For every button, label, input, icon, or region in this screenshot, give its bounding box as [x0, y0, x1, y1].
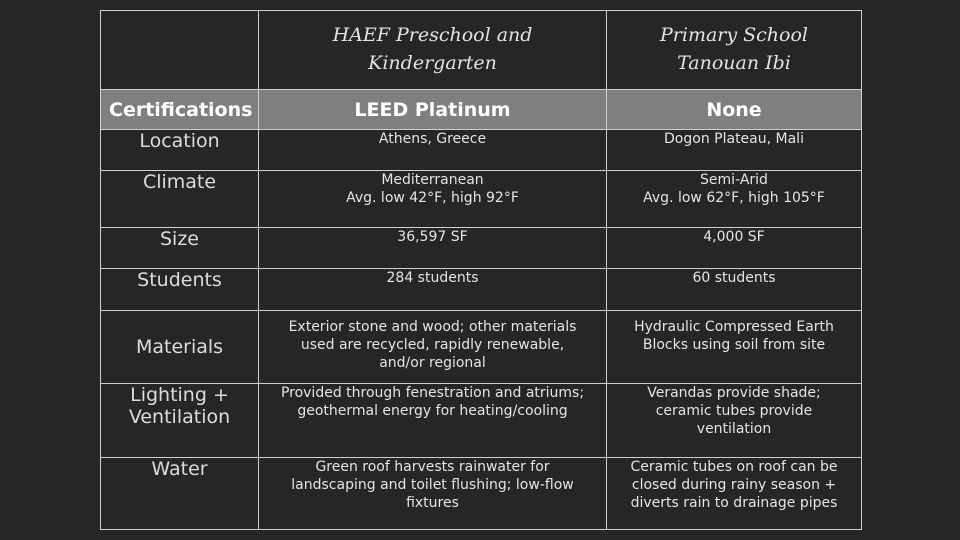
comparison-table	[100, 10, 862, 530]
water-school-a-line3: fixtures	[406, 495, 459, 511]
lighting-school-b	[607, 384, 862, 458]
climate-label: Climate	[101, 171, 259, 228]
lighting-label-line2: Ventilation	[128, 406, 231, 428]
water-label: Water	[101, 458, 259, 530]
water-school-b-line3: diverts rain to drainage pipes	[630, 495, 838, 511]
water-school-a-line2: landscaping and toilet flushing; low-flow	[291, 477, 574, 493]
materials-school-a-line3: and/or regional	[379, 355, 486, 371]
header-school-b	[607, 11, 862, 90]
water-row	[101, 458, 862, 530]
climate-school-b	[607, 171, 862, 228]
climate-school-a-line1: Mediterranean	[381, 172, 484, 188]
water-school-b-line2: closed during rainy season +	[631, 477, 837, 493]
climate-school-a-line2: Avg. low 42°F, high 92°F	[346, 190, 519, 206]
location-school-b: Dogon Plateau, Mali	[607, 130, 862, 171]
header-school-a: HAEF Preschool and Kindergarten	[259, 11, 607, 90]
certifications-school-b: None	[607, 90, 862, 130]
water-school-a-line1: Green roof harvests rainwater for	[315, 459, 550, 475]
materials-label: Materials	[101, 311, 259, 384]
location-label: Location	[101, 130, 259, 171]
climate-school-a	[259, 171, 607, 228]
water-school-a	[259, 458, 607, 530]
lighting-school-a	[259, 384, 607, 458]
header-school-b-line2: Tanouan Ibi	[677, 52, 791, 74]
materials-school-a-line1: Exterior stone and wood; other materials	[288, 319, 577, 335]
lighting-row	[101, 384, 862, 458]
size-label: Size	[101, 228, 259, 269]
materials-school-a	[259, 311, 607, 384]
materials-school-b-line1: Hydraulic Compressed Earth	[634, 319, 834, 335]
size-row	[101, 228, 862, 269]
students-label: Students	[101, 269, 259, 311]
water-school-b	[607, 458, 862, 530]
header-row	[101, 11, 862, 90]
location-row	[101, 130, 862, 171]
location-school-a: Athens, Greece	[259, 130, 607, 171]
materials-row	[101, 311, 862, 384]
lighting-school-a-line2: geothermal energy for heating/cooling	[297, 403, 568, 419]
climate-school-b-line1: Semi-Arid	[700, 172, 768, 188]
climate-school-b-line2: Avg. low 62°F, high 105°F	[643, 190, 825, 206]
materials-school-b-line2: Blocks using soil from site	[642, 337, 826, 353]
size-school-a: 36,597 SF	[259, 228, 607, 269]
certifications-label: Certifications	[101, 90, 259, 130]
students-school-a: 284 students	[259, 269, 607, 311]
climate-row	[101, 171, 862, 228]
certifications-school-a: LEED Platinum	[259, 90, 607, 130]
header-empty-cell	[101, 11, 259, 90]
materials-school-b	[607, 311, 862, 384]
students-school-b: 60 students	[607, 269, 862, 311]
lighting-school-b-line3: ventilation	[696, 421, 772, 437]
students-row	[101, 269, 862, 311]
water-school-b-line1: Ceramic tubes on roof can be	[630, 459, 838, 475]
header-school-b-line1: Primary School	[660, 24, 808, 46]
size-school-b: 4,000 SF	[607, 228, 862, 269]
lighting-label-line1: Lighting +	[130, 384, 229, 406]
lighting-school-b-line2: ceramic tubes provide	[655, 403, 813, 419]
lighting-school-b-line1: Verandas provide shade;	[647, 385, 821, 401]
lighting-school-a-line1: Provided through fenestration and atriums;	[280, 385, 585, 401]
lighting-label	[101, 384, 259, 458]
certifications-row	[101, 90, 862, 130]
materials-school-a-line2: used are recycled, rapidly renewable,	[300, 337, 565, 353]
